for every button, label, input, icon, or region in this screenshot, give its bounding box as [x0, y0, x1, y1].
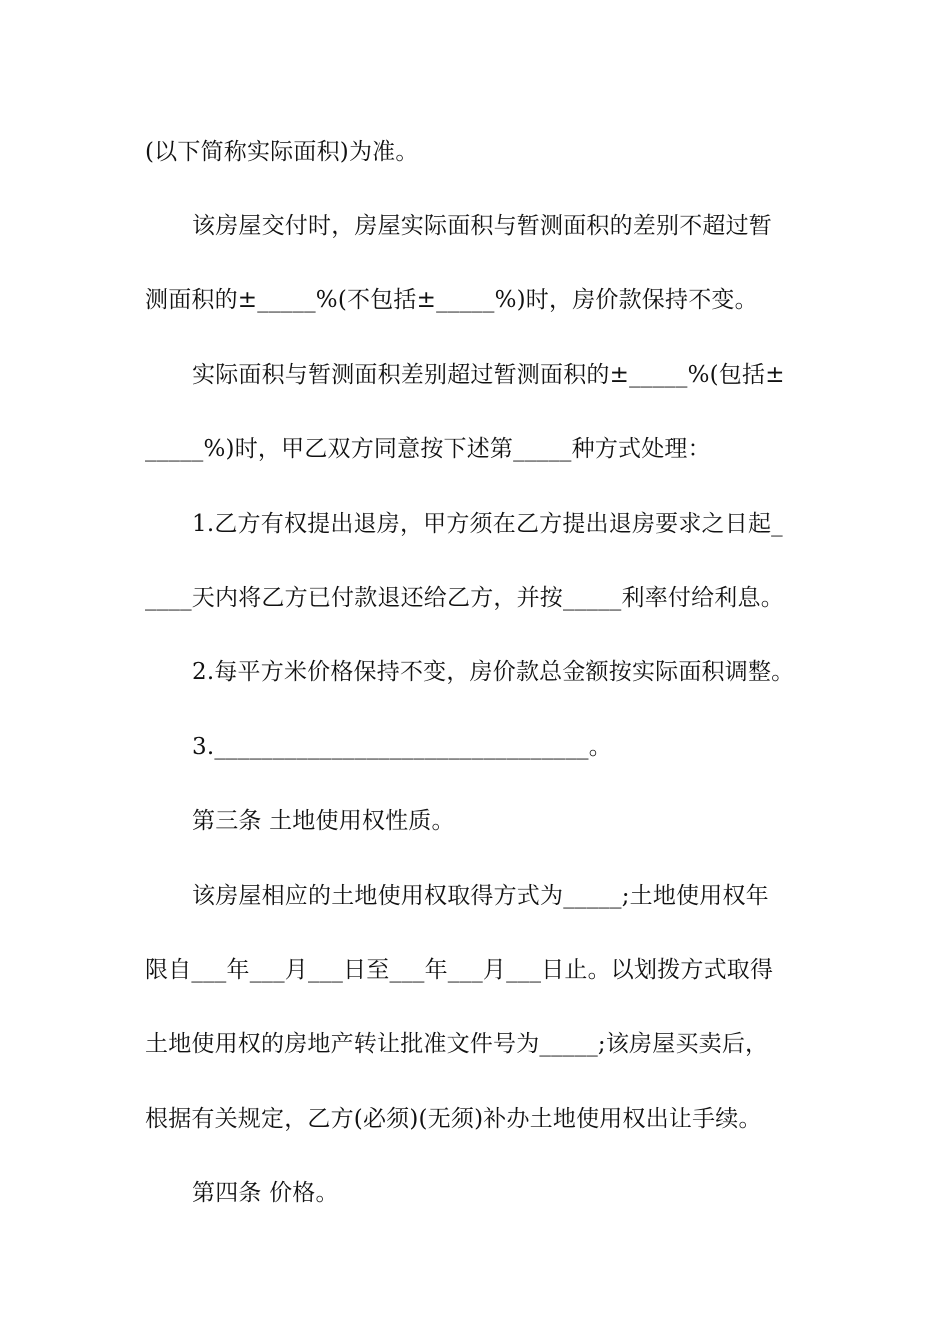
paragraph-line: 实际面积与暂测面积差别超过暂测面积的±_____%(包括± [192, 362, 785, 388]
paragraph-line: (以下简称实际面积)为准。 [145, 139, 419, 165]
section-heading: 第四条 价格。 [192, 1180, 339, 1206]
paragraph-line: 该房屋交付时，房屋实际面积与暂测面积的差别不超过暂 [192, 213, 772, 239]
paragraph-line: 1.乙方有权提出退房，甲方须在乙方提出退房要求之日起_ [192, 511, 783, 537]
paragraph-line: 该房屋相应的土地使用权取得方式为_____;土地使用权年 [192, 883, 769, 909]
paragraph-line: 限自___年___月___日至___年___月___日止。以划拨方式取得 [145, 957, 774, 983]
paragraph-line: 2.每平方米价格保持不变，房价款总金额按实际面积调整。 [192, 659, 795, 685]
paragraph-line: 根据有关规定，乙方(必须)(无须)补办土地使用权出让手续。 [145, 1106, 762, 1132]
paragraph-line: _____%)时，甲乙双方同意按下述第_____种方式处理： [145, 436, 711, 462]
section-heading: 第三条 土地使用权性质。 [192, 808, 455, 834]
paragraph-line: 测面积的±_____%(不包括±_____%)时，房价款保持不变。 [145, 287, 758, 313]
paragraph-line: 3.________________________________。 [192, 734, 612, 760]
paragraph-line: 土地使用权的房地产转让批准文件号为_____;该房屋买卖后， [145, 1031, 769, 1057]
paragraph-line: ____天内将乙方已付款退还给乙方，并按_____利率付给利息。 [145, 585, 784, 611]
